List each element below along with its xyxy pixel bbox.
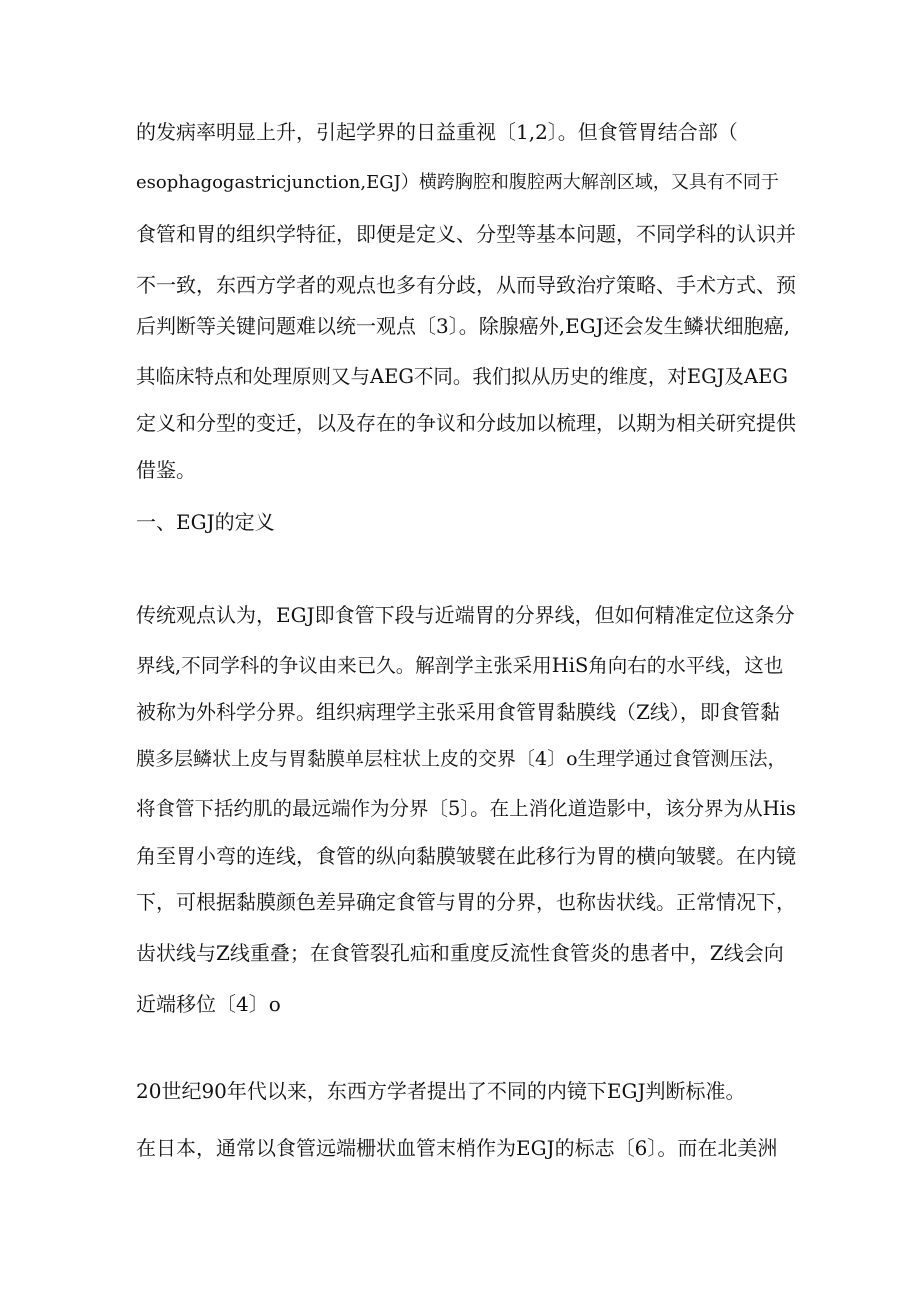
section-heading: 一、EGJ的定义	[136, 510, 275, 534]
text-line: 角至胃小弯的连线，食管的纵向黏膜皱襞在此移行为胃的横向皱襞。在内镜	[136, 844, 796, 868]
text-line: 定义和分型的变迁，以及存在的争议和分歧加以梳理，以期为相关研究提供	[136, 411, 796, 435]
text-line: 食管和胃的组织学特征，即便是定义、分型等基本问题，不同学科的认识并	[136, 222, 796, 246]
text-line: 膜多层鳞状上皮与胃黏膜单层柱状上皮的交界〔4〕o生理学通过食管测压法，	[136, 748, 787, 770]
text-line: 其临床特点和处理原则又与AEG不同。我们拟从历史的维度，对EGJ及AEG	[136, 365, 788, 388]
text-line: 借鉴。	[136, 458, 196, 482]
text-line: 界线,不同学科的争议由来已久。解剖学主张采用HiS角向右的水平线，这也	[136, 654, 784, 677]
text-line: esophagogastricjunction,EGJ）横跨胸腔和腹腔两大解剖区域，又具有不同于	[136, 172, 779, 193]
text-line: 齿状线与Z线重叠；在食管裂孔疝和重度反流性食管炎的患者中，Z线会向	[136, 941, 784, 965]
text-line: 将食管下括约肌的最远端作为分界〔5〕。在上消化道造影中，该分界为从His	[136, 797, 796, 820]
text-line: 被称为外科学分界。组织病理学主张采用食管胃黏膜线（Z线），即食管黏	[136, 700, 780, 724]
text-line: 的发病率明显上升，引起学界的日益重视〔1,2〕。但食管胃结合部（	[136, 120, 738, 144]
text-line: 20世纪90年代以来，东西方学者提出了不同的内镜下EGJ判断标准。	[136, 1079, 746, 1103]
text-line: 后判断等关键问题难以统一观点〔3〕。除腺癌外,EGJ还会发生鳞状细胞癌,	[136, 314, 791, 338]
text-line: 近端移位〔4〕o	[136, 992, 281, 1016]
text-line: 在日本，通常以食管远端栅状血管末梢作为EGJ的标志〔6〕。而在北美洲	[136, 1136, 778, 1160]
text-line: 下，可根据黏膜颜色差异确定食管与胃的分界，也称齿状线。正常情况下，	[136, 890, 796, 914]
text-line: 不一致，东西方学者的观点也多有分歧，从而导致治疗策略、手术方式、预	[136, 273, 796, 297]
text-line: 传统观点认为，EGJ即食管下段与近端胃的分界线，但如何精准定位这条分	[136, 603, 795, 627]
